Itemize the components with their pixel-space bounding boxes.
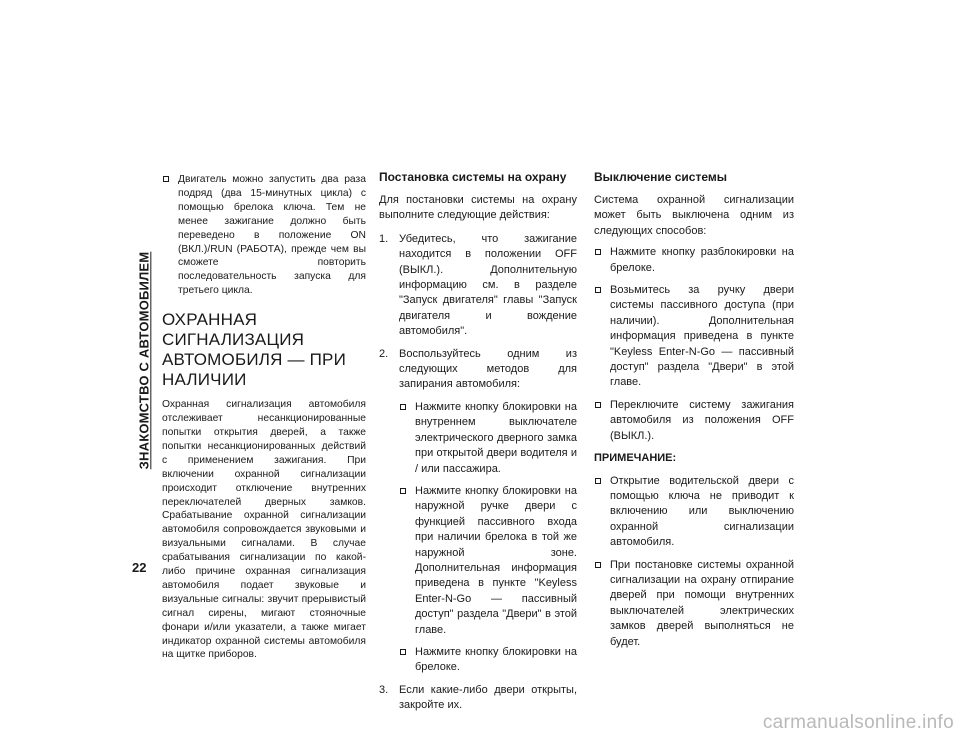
page-number: 22 <box>132 560 147 575</box>
checkbox-bullet-icon <box>400 404 406 410</box>
numbered-step <box>379 232 577 340</box>
column-left <box>162 170 366 662</box>
list-item <box>594 558 794 650</box>
subsection-heading-disarming: Выключение системы <box>594 170 727 184</box>
step-text: Убедитесь, что зажигание находится в положении OFF (ВЫКЛ.). Дополнительную информацию см. в разделе "Запуск двигателя" главы "Запуск двигателя и вождение автомобиля". <box>399 232 577 338</box>
bullet-text: Переключите систему зажигания автомобиля из положения OFF (ВЫКЛ.). <box>610 398 794 442</box>
watermark: carmanualsonline.info <box>762 712 954 733</box>
step-number: 2. <box>379 347 389 360</box>
bullet-text: Нажмите кнопку блокировки на внутреннем выключателе электрического дверного замка при открытой двери водителя и / или пассажира. <box>415 400 577 475</box>
list-item <box>399 400 577 477</box>
checkbox-bullet-icon <box>400 649 406 655</box>
disarming-intro: Система охранной сигнализации может быть выключена одним из следующих способов: <box>594 194 794 237</box>
section-body: Охранная сигнализация автомобиля отслеживает несанкционированные попытки открытия дверей, а также попытки несанкционированных действий с применением зажигания. При включении охранной сигнализации происходит отключение внутренних переключателей дверных замков. Срабатывание охранной сигнализации автомобиля сопровождается звуковыми и визуальными сигналами. В случае срабатывания сигнализации по какой-либо причине охранная сигнализация автомобиля подает звуковые и визуальные сигналы: звучит прерывистый сигнал сирены, мигают стояночные фонари и/или указатели, а также мигает индикатор охранной системы автомобиля на щитке приборов. <box>162 399 366 661</box>
bullet-text: Возьмитесь за ручку двери системы пассивного доступа (при наличии). Дополнительная информация приведена в пункте "Keyless Enter-N-Go — пассивный доступ" раздела "Двери" в этой главе. <box>610 284 794 389</box>
subsection-heading-arming: Постановка системы на охрану <box>379 170 567 184</box>
step-text: Если какие-либо двери открыты, закройте их. <box>399 683 577 712</box>
checkbox-bullet-icon <box>163 176 169 182</box>
column-middle <box>379 170 577 721</box>
list-item <box>399 645 577 676</box>
step-number: 1. <box>379 232 389 245</box>
checkbox-bullet-icon <box>400 488 406 494</box>
list-item <box>594 474 794 551</box>
checkbox-bullet-icon <box>595 478 601 484</box>
chapter-title: ЗНАКОМСТВО С АВТОМОБИЛЕМ <box>136 251 152 469</box>
list-item <box>162 173 366 298</box>
checkbox-bullet-icon <box>595 249 601 255</box>
bullet-text: Нажмите кнопку блокировки на брелоке. <box>415 645 577 674</box>
checkbox-bullet-icon <box>595 287 601 293</box>
column-right <box>594 170 794 657</box>
note-heading: ПРИМЕЧАНИЕ: <box>594 452 677 465</box>
bullet-text: При постановке системы охранной сигнализации на охрану отпирание дверей при помощи внутренних выключателей электрических замков дверей выполняться не будет. <box>610 558 794 648</box>
list-item <box>594 283 794 391</box>
checkbox-bullet-icon <box>595 402 601 408</box>
list-item <box>594 398 794 444</box>
checkbox-bullet-icon <box>595 562 601 568</box>
bullet-text: Двигатель можно запустить два раза подряд (два 15-минутных цикла) с помощью брелока ключа. Тем не менее зажигание должно быть переведено в положение ON (ВКЛ.)/RUN (РАБОТА), прежде чем вы сможете повторить последовательность запуска для третьего цикла. <box>178 174 366 297</box>
step-number: 3. <box>379 683 389 696</box>
numbered-step <box>379 683 577 714</box>
numbered-step <box>379 347 577 393</box>
bullet-text: Нажмите кнопку разблокировки на брелоке. <box>610 246 794 274</box>
bullet-text: Нажмите кнопку блокировки на наружной ручке двери с функцией пассивного входа при наличии брелока в той же наружной зоне. Дополнительная информация приведена в пункте "Keyless Enter-N-Go — пассивный доступ" раздела "Двери" в этой главе. <box>415 484 577 636</box>
list-item <box>594 245 794 276</box>
bullet-text: Открытие водительской двери с помощью ключа не приводит к включению или выключению охранной сигнализации автомобиля. <box>610 474 794 549</box>
section-heading: ОХРАННАЯ СИГНАЛИЗАЦИЯ АВТОМОБИЛЯ — ПРИ НАЛИЧИИ <box>162 310 346 390</box>
step-text: Воспользуйтесь одним из следующих методов для запирания автомобиля: <box>399 347 577 391</box>
step-2-methods <box>399 400 577 676</box>
list-item <box>399 484 577 638</box>
chapter-side-tab <box>133 170 155 550</box>
arming-intro: Для постановки системы на охрану выполните следующие действия: <box>379 194 577 222</box>
